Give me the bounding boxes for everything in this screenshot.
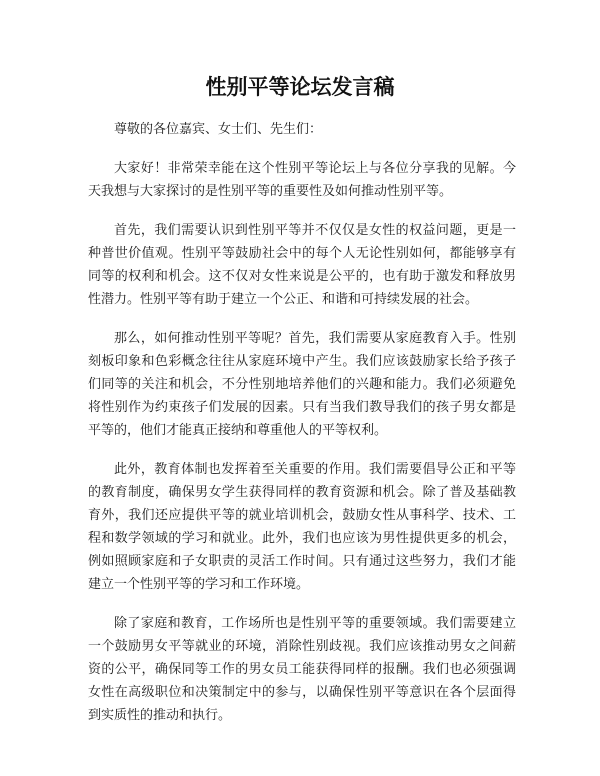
paragraph-education-system: 此外，教育体制也发挥着至关重要的作用。我们需要倡导公正和平等的教育制度，确保男女学生获得同样的教育资源和机会。除了普及基础教育外，我们还应提供平等的就业培训机会，鼓励女性从事科学、技术、工程和数学领域的学习和就业。此外，我们也应该为男性提供更多的机会，例如照顾家庭和子女职责的灵活工作时间。只有通过这些努力，我们才能建立一个性别平等的学习和工作环境。	[88, 462, 516, 592]
salutation: 尊敬的各位嘉宾、女士们、先生们：	[114, 122, 323, 137]
paragraph-values: 首先，我们需要认识到性别平等并不仅仅是女性的权益问题，更是一种普世价值观。性别平等鼓励社会中的每个人无论性别如何，都能够享有同等的权利和机会。这不仅对女性来说是公平的，也有助于激发和释放男性潜力。性别平等有助于建立一个公正、和谐和可持续发展的社会。	[88, 223, 516, 307]
document-body	[88, 118, 516, 743]
paragraph-workplace: 除了家庭和教育，工作场所也是性别平等的重要领域。我们需要建立一个鼓励男女平等就业的环境，消除性别歧视。我们应该推动男女之间薪资的公平，确保同等工作的男女员工能获得同样的报酬。我们也必须强调女性在高级职位和决策制定中的参与，以确保性别平等意识在各个层面得到实质性的推动和执行。	[88, 616, 516, 723]
paragraph-greeting: 大家好！非常荣幸能在这个性别平等论坛上与各位分享我的见解。今天我想与大家探讨的是性别平等的重要性及如何推动性别平等。	[88, 161, 516, 199]
document-title: 性别平等论坛发言稿	[205, 75, 395, 99]
paragraph-family-education: 那么，如何推动性别平等呢？首先，我们需要从家庭教育入手。性别刻板印象和色彩概念往往从家庭环境中产生。我们应该鼓励家长给予孩子们同等的关注和机会，不分性别地培养他们的兴趣和能力。我们必须避免将性别作为约束孩子们发展的因素。只有当我们教导我们的孩子男女都是平等的，他们才能真正接纳和尊重他人的平等权利。	[88, 331, 516, 438]
